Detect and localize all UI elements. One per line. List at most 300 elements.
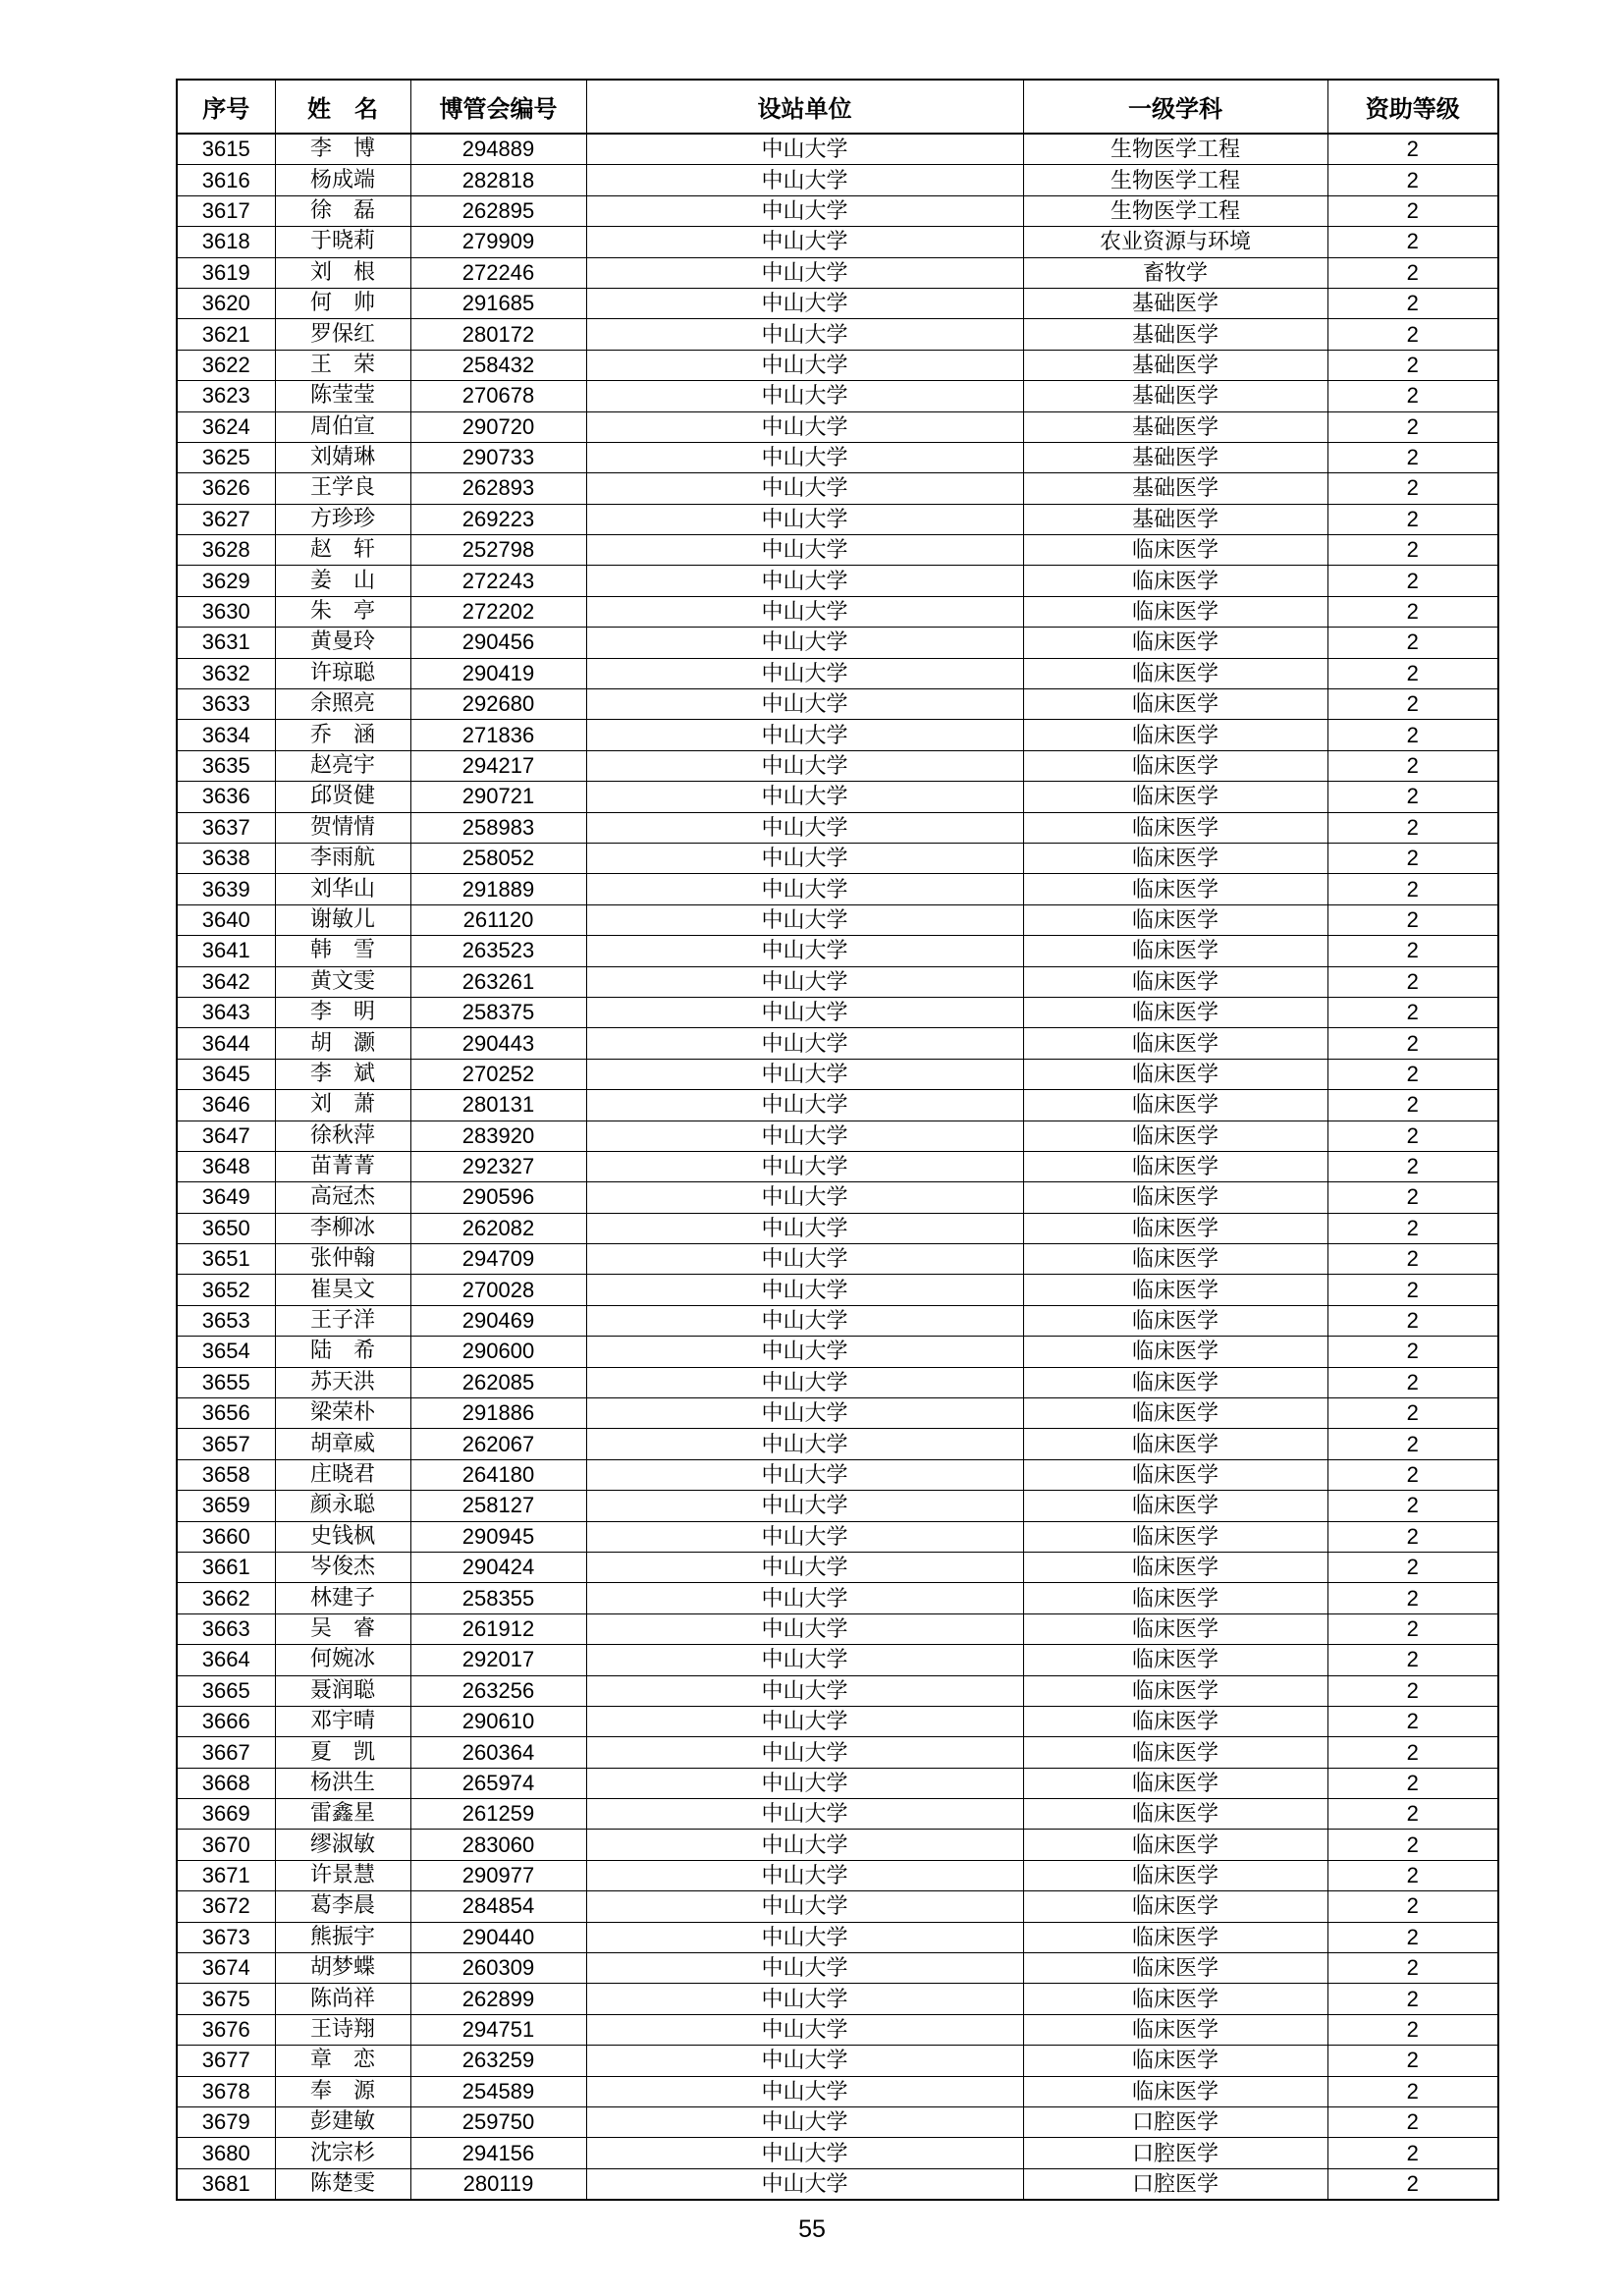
cell-level: 2 (1327, 2168, 1498, 2200)
cell-id: 264180 (410, 1459, 586, 1490)
table-row (177, 1151, 1498, 1181)
cell-unit: 中山大学 (586, 1675, 1023, 1706)
cell-subject: 临床医学 (1023, 1645, 1327, 1675)
cell-seq: 3642 (177, 966, 275, 997)
cell-name: 李 明 (275, 997, 410, 1027)
cell-subject: 基础医学 (1023, 442, 1327, 472)
cell-name: 沈宗杉 (275, 2138, 410, 2168)
cell-subject: 临床医学 (1023, 1337, 1327, 1367)
header-subject: 一级学科 (1023, 80, 1327, 134)
table-row (177, 2168, 1498, 2200)
cell-unit: 中山大学 (586, 1367, 1023, 1397)
table-row (177, 1337, 1498, 1367)
cell-id: 290733 (410, 442, 586, 472)
cell-name: 缪淑敏 (275, 1830, 410, 1860)
cell-name: 赵亮宇 (275, 750, 410, 781)
cell-unit: 中山大学 (586, 2046, 1023, 2076)
cell-id: 294217 (410, 750, 586, 781)
cell-name: 黄曼玲 (275, 628, 410, 658)
cell-seq: 3634 (177, 720, 275, 750)
cell-seq: 3616 (177, 165, 275, 195)
cell-seq: 3662 (177, 1583, 275, 1613)
cell-unit: 中山大学 (586, 2138, 1023, 2168)
table-body (177, 134, 1498, 2200)
cell-unit: 中山大学 (586, 1459, 1023, 1490)
cell-unit: 中山大学 (586, 1830, 1023, 1860)
cell-level: 2 (1327, 1583, 1498, 1613)
cell-unit: 中山大学 (586, 904, 1023, 935)
table-row (177, 257, 1498, 288)
cell-id: 291886 (410, 1398, 586, 1429)
table-row (177, 1305, 1498, 1336)
cell-level: 2 (1327, 381, 1498, 411)
cell-id: 284854 (410, 1891, 586, 1922)
cell-level: 2 (1327, 596, 1498, 627)
cell-name: 何 帅 (275, 288, 410, 318)
cell-subject: 临床医学 (1023, 1768, 1327, 1798)
cell-level: 2 (1327, 535, 1498, 566)
cell-subject: 临床医学 (1023, 1398, 1327, 1429)
cell-level: 2 (1327, 966, 1498, 997)
cell-seq: 3663 (177, 1613, 275, 1644)
table-row (177, 504, 1498, 534)
cell-unit: 中山大学 (586, 843, 1023, 873)
cell-level: 2 (1327, 1459, 1498, 1490)
table-header (177, 80, 1498, 134)
cell-seq: 3630 (177, 596, 275, 627)
cell-subject: 临床医学 (1023, 1213, 1327, 1243)
cell-subject: 临床医学 (1023, 1121, 1327, 1151)
table-row (177, 381, 1498, 411)
cell-seq: 3659 (177, 1491, 275, 1521)
cell-subject: 临床医学 (1023, 720, 1327, 750)
cell-unit: 中山大学 (586, 257, 1023, 288)
cell-name: 王学良 (275, 473, 410, 504)
cell-subject: 临床医学 (1023, 1891, 1327, 1922)
cell-seq: 3648 (177, 1151, 275, 1181)
cell-subject: 临床医学 (1023, 1613, 1327, 1644)
cell-level: 2 (1327, 566, 1498, 596)
cell-name: 王子洋 (275, 1305, 410, 1336)
cell-level: 2 (1327, 2014, 1498, 2045)
cell-level: 2 (1327, 1337, 1498, 1367)
cell-id: 258355 (410, 1583, 586, 1613)
cell-seq: 3661 (177, 1552, 275, 1582)
cell-id: 261120 (410, 904, 586, 935)
cell-subject: 临床医学 (1023, 658, 1327, 688)
cell-level: 2 (1327, 1305, 1498, 1336)
cell-unit: 中山大学 (586, 689, 1023, 720)
cell-seq: 3620 (177, 288, 275, 318)
cell-unit: 中山大学 (586, 1244, 1023, 1275)
cell-subject: 临床医学 (1023, 1675, 1327, 1706)
cell-unit: 中山大学 (586, 1305, 1023, 1336)
cell-level: 2 (1327, 1768, 1498, 1798)
cell-level: 2 (1327, 1275, 1498, 1305)
cell-name: 刘婧琳 (275, 442, 410, 472)
cell-seq: 3621 (177, 319, 275, 350)
cell-subject: 临床医学 (1023, 1984, 1327, 2014)
cell-unit: 中山大学 (586, 966, 1023, 997)
cell-subject: 口腔医学 (1023, 2168, 1327, 2200)
cell-level: 2 (1327, 1213, 1498, 1243)
cell-id: 291685 (410, 288, 586, 318)
table-row (177, 165, 1498, 195)
cell-id: 282818 (410, 165, 586, 195)
cell-unit: 中山大学 (586, 750, 1023, 781)
cell-level: 2 (1327, 473, 1498, 504)
cell-unit: 中山大学 (586, 504, 1023, 534)
table-row (177, 134, 1498, 165)
cell-seq: 3665 (177, 1675, 275, 1706)
cell-level: 2 (1327, 350, 1498, 380)
table-row (177, 782, 1498, 812)
cell-seq: 3673 (177, 1922, 275, 1952)
cell-seq: 3675 (177, 1984, 275, 2014)
table-row (177, 227, 1498, 257)
cell-seq: 3650 (177, 1213, 275, 1243)
cell-level: 2 (1327, 1922, 1498, 1952)
table-row (177, 1552, 1498, 1582)
cell-id: 271836 (410, 720, 586, 750)
cell-name: 贺情情 (275, 812, 410, 843)
cell-level: 2 (1327, 2046, 1498, 2076)
cell-level: 2 (1327, 1830, 1498, 1860)
cell-level: 2 (1327, 750, 1498, 781)
cell-unit: 中山大学 (586, 1860, 1023, 1890)
cell-seq: 3624 (177, 411, 275, 442)
cell-id: 272246 (410, 257, 586, 288)
cell-level: 2 (1327, 843, 1498, 873)
cell-subject: 临床医学 (1023, 966, 1327, 997)
cell-subject: 临床医学 (1023, 904, 1327, 935)
cell-seq: 3645 (177, 1059, 275, 1089)
cell-id: 290721 (410, 782, 586, 812)
cell-seq: 3632 (177, 658, 275, 688)
cell-subject: 基础医学 (1023, 504, 1327, 534)
cell-id: 272202 (410, 596, 586, 627)
table-row (177, 936, 1498, 966)
table-row (177, 628, 1498, 658)
funding-roster-table (176, 79, 1499, 2201)
cell-subject: 临床医学 (1023, 596, 1327, 627)
cell-subject: 临床医学 (1023, 782, 1327, 812)
cell-name: 何婉冰 (275, 1645, 410, 1675)
cell-seq: 3633 (177, 689, 275, 720)
cell-id: 270678 (410, 381, 586, 411)
cell-unit: 中山大学 (586, 165, 1023, 195)
cell-seq: 3643 (177, 997, 275, 1027)
cell-level: 2 (1327, 1860, 1498, 1890)
table-row (177, 1799, 1498, 1830)
cell-subject: 临床医学 (1023, 1367, 1327, 1397)
cell-unit: 中山大学 (586, 1090, 1023, 1121)
cell-seq: 3646 (177, 1090, 275, 1121)
cell-subject: 临床医学 (1023, 1305, 1327, 1336)
cell-seq: 3644 (177, 1028, 275, 1059)
cell-subject: 生物医学工程 (1023, 134, 1327, 165)
table-row (177, 1645, 1498, 1675)
cell-seq: 3629 (177, 566, 275, 596)
cell-subject: 基础医学 (1023, 411, 1327, 442)
cell-seq: 3649 (177, 1182, 275, 1213)
cell-id: 290977 (410, 1860, 586, 1890)
cell-seq: 3681 (177, 2168, 275, 2200)
cell-id: 269223 (410, 504, 586, 534)
cell-name: 于晓莉 (275, 227, 410, 257)
table-row (177, 812, 1498, 843)
cell-unit: 中山大学 (586, 227, 1023, 257)
cell-id: 263261 (410, 966, 586, 997)
cell-unit: 中山大学 (586, 2168, 1023, 2200)
cell-id: 260364 (410, 1737, 586, 1768)
cell-unit: 中山大学 (586, 1275, 1023, 1305)
cell-level: 2 (1327, 1491, 1498, 1521)
cell-level: 2 (1327, 195, 1498, 226)
cell-id: 263523 (410, 936, 586, 966)
cell-seq: 3641 (177, 936, 275, 966)
cell-subject: 临床医学 (1023, 566, 1327, 596)
cell-unit: 中山大学 (586, 658, 1023, 688)
cell-unit: 中山大学 (586, 1521, 1023, 1552)
cell-subject: 生物医学工程 (1023, 165, 1327, 195)
cell-id: 259750 (410, 2107, 586, 2138)
cell-id: 290456 (410, 628, 586, 658)
cell-name: 葛李晨 (275, 1891, 410, 1922)
cell-subject: 基础医学 (1023, 473, 1327, 504)
cell-id: 262895 (410, 195, 586, 226)
cell-level: 2 (1327, 257, 1498, 288)
cell-level: 2 (1327, 1151, 1498, 1181)
cell-subject: 口腔医学 (1023, 2107, 1327, 2138)
cell-subject: 临床医学 (1023, 1182, 1327, 1213)
cell-unit: 中山大学 (586, 874, 1023, 904)
table-row (177, 1922, 1498, 1952)
cell-id: 290469 (410, 1305, 586, 1336)
table-row (177, 1244, 1498, 1275)
header-name: 姓 名 (275, 80, 410, 134)
cell-id: 294156 (410, 2138, 586, 2168)
cell-subject: 临床医学 (1023, 843, 1327, 873)
cell-id: 258375 (410, 997, 586, 1027)
cell-id: 291889 (410, 874, 586, 904)
cell-name: 李雨航 (275, 843, 410, 873)
cell-id: 262893 (410, 473, 586, 504)
cell-name: 杨成端 (275, 165, 410, 195)
cell-subject: 临床医学 (1023, 1151, 1327, 1181)
cell-level: 2 (1327, 1645, 1498, 1675)
cell-unit: 中山大学 (586, 1121, 1023, 1151)
cell-name: 颜永聪 (275, 1491, 410, 1521)
cell-subject: 临床医学 (1023, 874, 1327, 904)
cell-level: 2 (1327, 134, 1498, 165)
cell-name: 乔 涵 (275, 720, 410, 750)
cell-unit: 中山大学 (586, 1213, 1023, 1243)
cell-unit: 中山大学 (586, 1398, 1023, 1429)
cell-subject: 临床医学 (1023, 1491, 1327, 1521)
cell-name: 胡梦蝶 (275, 1953, 410, 1984)
cell-unit: 中山大学 (586, 782, 1023, 812)
table-row (177, 2046, 1498, 2076)
cell-name: 李 博 (275, 134, 410, 165)
table-row (177, 1121, 1498, 1151)
cell-subject: 临床医学 (1023, 1737, 1327, 1768)
table-row (177, 1891, 1498, 1922)
table-row (177, 1984, 1498, 2014)
cell-id: 290419 (410, 658, 586, 688)
cell-level: 2 (1327, 628, 1498, 658)
cell-id: 283060 (410, 1830, 586, 1860)
table-row (177, 442, 1498, 472)
cell-id: 258432 (410, 350, 586, 380)
cell-subject: 临床医学 (1023, 628, 1327, 658)
cell-subject: 基础医学 (1023, 350, 1327, 380)
cell-subject: 临床医学 (1023, 1244, 1327, 1275)
cell-unit: 中山大学 (586, 535, 1023, 566)
cell-name: 刘 根 (275, 257, 410, 288)
cell-id: 280172 (410, 319, 586, 350)
table-row (177, 1491, 1498, 1521)
cell-seq: 3669 (177, 1799, 275, 1830)
cell-id: 254589 (410, 2076, 586, 2106)
table-row (177, 473, 1498, 504)
cell-name: 杨洪生 (275, 1768, 410, 1798)
cell-subject: 临床医学 (1023, 997, 1327, 1027)
cell-id: 290600 (410, 1337, 586, 1367)
cell-unit: 中山大学 (586, 350, 1023, 380)
cell-level: 2 (1327, 1090, 1498, 1121)
table-row (177, 1521, 1498, 1552)
header-row (177, 80, 1498, 134)
cell-id: 280131 (410, 1090, 586, 1121)
cell-name: 赵 轩 (275, 535, 410, 566)
cell-subject: 临床医学 (1023, 1090, 1327, 1121)
cell-seq: 3653 (177, 1305, 275, 1336)
table-row (177, 843, 1498, 873)
cell-seq: 3655 (177, 1367, 275, 1397)
cell-seq: 3618 (177, 227, 275, 257)
cell-seq: 3638 (177, 843, 275, 873)
cell-subject: 基础医学 (1023, 381, 1327, 411)
table-row (177, 997, 1498, 1027)
cell-seq: 3657 (177, 1429, 275, 1459)
cell-name: 聂润聪 (275, 1675, 410, 1706)
cell-level: 2 (1327, 411, 1498, 442)
table-row (177, 2107, 1498, 2138)
cell-name: 庄晓君 (275, 1459, 410, 1490)
cell-level: 2 (1327, 1891, 1498, 1922)
cell-level: 2 (1327, 1121, 1498, 1151)
cell-level: 2 (1327, 442, 1498, 472)
cell-id: 272243 (410, 566, 586, 596)
cell-level: 2 (1327, 782, 1498, 812)
cell-subject: 临床医学 (1023, 1860, 1327, 1890)
cell-level: 2 (1327, 1059, 1498, 1089)
cell-seq: 3668 (177, 1768, 275, 1798)
table-row (177, 1768, 1498, 1798)
table-row (177, 1459, 1498, 1490)
cell-id: 290945 (410, 1521, 586, 1552)
cell-seq: 3652 (177, 1275, 275, 1305)
cell-unit: 中山大学 (586, 1059, 1023, 1089)
cell-unit: 中山大学 (586, 1337, 1023, 1367)
cell-unit: 中山大学 (586, 1552, 1023, 1582)
cell-level: 2 (1327, 904, 1498, 935)
cell-seq: 3623 (177, 381, 275, 411)
cell-unit: 中山大学 (586, 1151, 1023, 1181)
cell-seq: 3626 (177, 473, 275, 504)
cell-id: 294751 (410, 2014, 586, 2045)
cell-seq: 3679 (177, 2107, 275, 2138)
table-row (177, 411, 1498, 442)
cell-id: 294709 (410, 1244, 586, 1275)
cell-level: 2 (1327, 1953, 1498, 1984)
cell-subject: 临床医学 (1023, 2046, 1327, 2076)
cell-unit: 中山大学 (586, 596, 1023, 627)
cell-subject: 临床医学 (1023, 1953, 1327, 1984)
cell-subject: 临床医学 (1023, 1275, 1327, 1305)
cell-subject: 畜牧学 (1023, 257, 1327, 288)
cell-unit: 中山大学 (586, 1737, 1023, 1768)
table-row (177, 1706, 1498, 1736)
cell-id: 258983 (410, 812, 586, 843)
cell-seq: 3678 (177, 2076, 275, 2106)
cell-level: 2 (1327, 1367, 1498, 1397)
cell-unit: 中山大学 (586, 442, 1023, 472)
cell-unit: 中山大学 (586, 997, 1023, 1027)
cell-level: 2 (1327, 319, 1498, 350)
header-seq: 序号 (177, 80, 275, 134)
cell-id: 290596 (410, 1182, 586, 1213)
cell-unit: 中山大学 (586, 628, 1023, 658)
cell-id: 263259 (410, 2046, 586, 2076)
cell-name: 陈莹莹 (275, 381, 410, 411)
cell-id: 258052 (410, 843, 586, 873)
cell-id: 261259 (410, 1799, 586, 1830)
cell-subject: 基础医学 (1023, 319, 1327, 350)
cell-seq: 3674 (177, 1953, 275, 1984)
cell-unit: 中山大学 (586, 1799, 1023, 1830)
table-row (177, 689, 1498, 720)
cell-name: 熊振宇 (275, 1922, 410, 1952)
cell-name: 胡章威 (275, 1429, 410, 1459)
cell-subject: 临床医学 (1023, 2014, 1327, 2045)
cell-id: 280119 (410, 2168, 586, 2200)
cell-seq: 3631 (177, 628, 275, 658)
cell-seq: 3660 (177, 1521, 275, 1552)
header-unit: 设站单位 (586, 80, 1023, 134)
cell-level: 2 (1327, 165, 1498, 195)
cell-unit: 中山大学 (586, 134, 1023, 165)
cell-subject: 临床医学 (1023, 1429, 1327, 1459)
cell-name: 刘 萧 (275, 1090, 410, 1121)
table-row (177, 1830, 1498, 1860)
page-number: 55 (798, 2215, 826, 2243)
cell-unit: 中山大学 (586, 1768, 1023, 1798)
cell-subject: 生物医学工程 (1023, 195, 1327, 226)
cell-name: 李 斌 (275, 1059, 410, 1089)
cell-level: 2 (1327, 936, 1498, 966)
cell-level: 2 (1327, 227, 1498, 257)
table-row (177, 966, 1498, 997)
cell-id: 261912 (410, 1613, 586, 1644)
cell-name: 王 荣 (275, 350, 410, 380)
table-row (177, 1860, 1498, 1890)
table-row (177, 535, 1498, 566)
cell-name: 周伯宣 (275, 411, 410, 442)
cell-subject: 临床医学 (1023, 1552, 1327, 1582)
cell-id: 292680 (410, 689, 586, 720)
